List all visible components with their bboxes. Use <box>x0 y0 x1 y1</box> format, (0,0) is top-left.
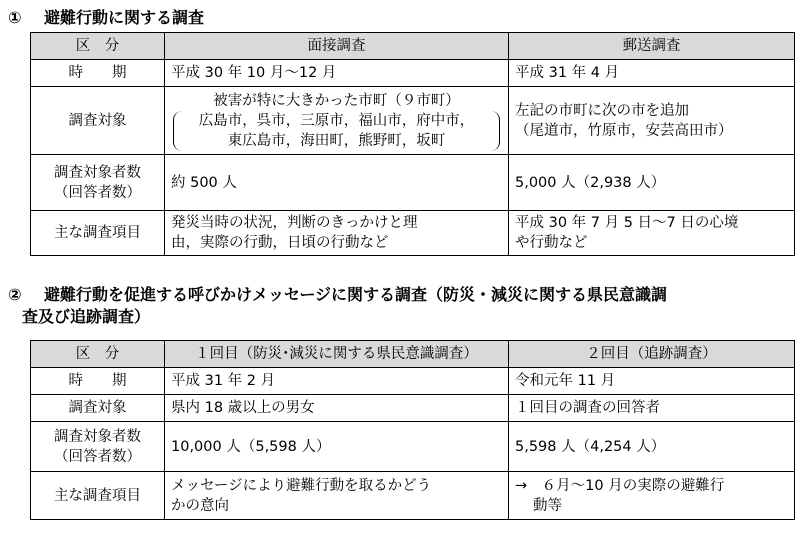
cell-interview-period: 平成 30 年 10 月～12 月 <box>165 60 509 87</box>
target-line: 被害が特に大きかった市町（９市町） <box>213 92 460 109</box>
table-row <box>31 422 795 472</box>
cell-second-items <box>509 472 795 520</box>
item-line: かの意向 <box>171 497 229 514</box>
header-first-survey: １回目（防災･減災に関する県民意識調査） <box>165 341 509 368</box>
row-label-respondents <box>31 422 165 472</box>
header-second-survey: ２回目（追跡調査） <box>509 341 795 368</box>
cell-second-period: 令和元年 11 月 <box>509 368 795 395</box>
label-line: （回答者数） <box>54 184 141 201</box>
cell-first-items <box>165 472 509 520</box>
cell-mail-target <box>509 87 795 155</box>
table-row <box>31 60 795 87</box>
survey-table-1 <box>30 32 795 256</box>
row-label-items: 主な調査項目 <box>31 211 165 256</box>
row-label-period: 時 期 <box>31 60 165 87</box>
target-line: 広島市，呉市，三原市，福山市，府中市， <box>198 112 475 129</box>
section2-heading <box>8 284 792 328</box>
item-line: メッセージにより避難行動を取るかどう <box>171 477 432 494</box>
row-label-target: 調査対象 <box>31 87 165 155</box>
target-line: （尾道市，竹原市，安芸高田市） <box>515 122 733 139</box>
cell-interview-respondents: 約 500 人 <box>165 155 509 211</box>
cell-first-target: 県内 18 歳以上の男女 <box>165 395 509 422</box>
item-line: 動等 <box>533 497 562 514</box>
item-line: → ６月～10 月の実際の避難行 <box>515 477 725 494</box>
table-header-row <box>31 33 795 60</box>
table-row <box>31 211 795 256</box>
header-category: 区 分 <box>31 33 165 60</box>
target-line: 東広島市，海田町，熊野町，坂町 <box>227 132 446 149</box>
row-label-target: 調査対象 <box>31 395 165 422</box>
cell-second-respondents: 5,598 人（4,254 人） <box>509 422 795 472</box>
item-line: や行動など <box>515 235 588 251</box>
cell-interview-target <box>165 87 509 155</box>
survey-table-2 <box>30 340 795 520</box>
cell-mail-respondents: 5,000 人（2,938 人） <box>509 155 795 211</box>
item-line: 由，実際の行動，日頃の行動など <box>171 235 389 251</box>
item-line: 平成 30 年 7 月 5 日～7 日の心境 <box>515 215 739 231</box>
section1-number: ① <box>8 8 22 27</box>
table-row <box>31 155 795 211</box>
municipality-bracket <box>173 111 500 151</box>
header-interview-survey: 面接調査 <box>165 33 509 60</box>
header-category: 区 分 <box>31 341 165 368</box>
table-row <box>31 87 795 155</box>
header-mail-survey: 郵送調査 <box>509 33 795 60</box>
item-line: 発災当時の状況，判断のきっかけと理 <box>171 215 418 231</box>
table-header-row <box>31 341 795 368</box>
row-label-respondents <box>31 155 165 211</box>
table-row <box>31 368 795 395</box>
section2-title-line2: 査及び追跡調査） <box>22 307 151 326</box>
section2-number: ② <box>8 285 22 304</box>
table-row <box>31 395 795 422</box>
label-line: 調査対象者数 <box>54 428 141 445</box>
label-line: （回答者数） <box>54 448 141 465</box>
section2-title-line1: 避難行動を促進する呼びかけメッセージに関する調査（防災・減災に関する県民意識調 <box>44 285 668 304</box>
cell-mail-items <box>509 211 795 256</box>
cell-first-period: 平成 31 年 2 月 <box>165 368 509 395</box>
cell-mail-period: 平成 31 年 4 月 <box>509 60 795 87</box>
target-line: 左記の市町に次の市を追加 <box>515 102 689 119</box>
row-label-period: 時 期 <box>31 368 165 395</box>
table-row <box>31 472 795 520</box>
cell-first-respondents: 10,000 人（5,598 人） <box>165 422 509 472</box>
row-label-items: 主な調査項目 <box>31 472 165 520</box>
cell-interview-items <box>165 211 509 256</box>
section1-title: 避難行動に関する調査 <box>44 8 205 27</box>
label-line: 調査対象者数 <box>54 164 141 181</box>
section1-heading <box>8 7 204 29</box>
cell-second-target: １回目の調査の回答者 <box>509 395 795 422</box>
